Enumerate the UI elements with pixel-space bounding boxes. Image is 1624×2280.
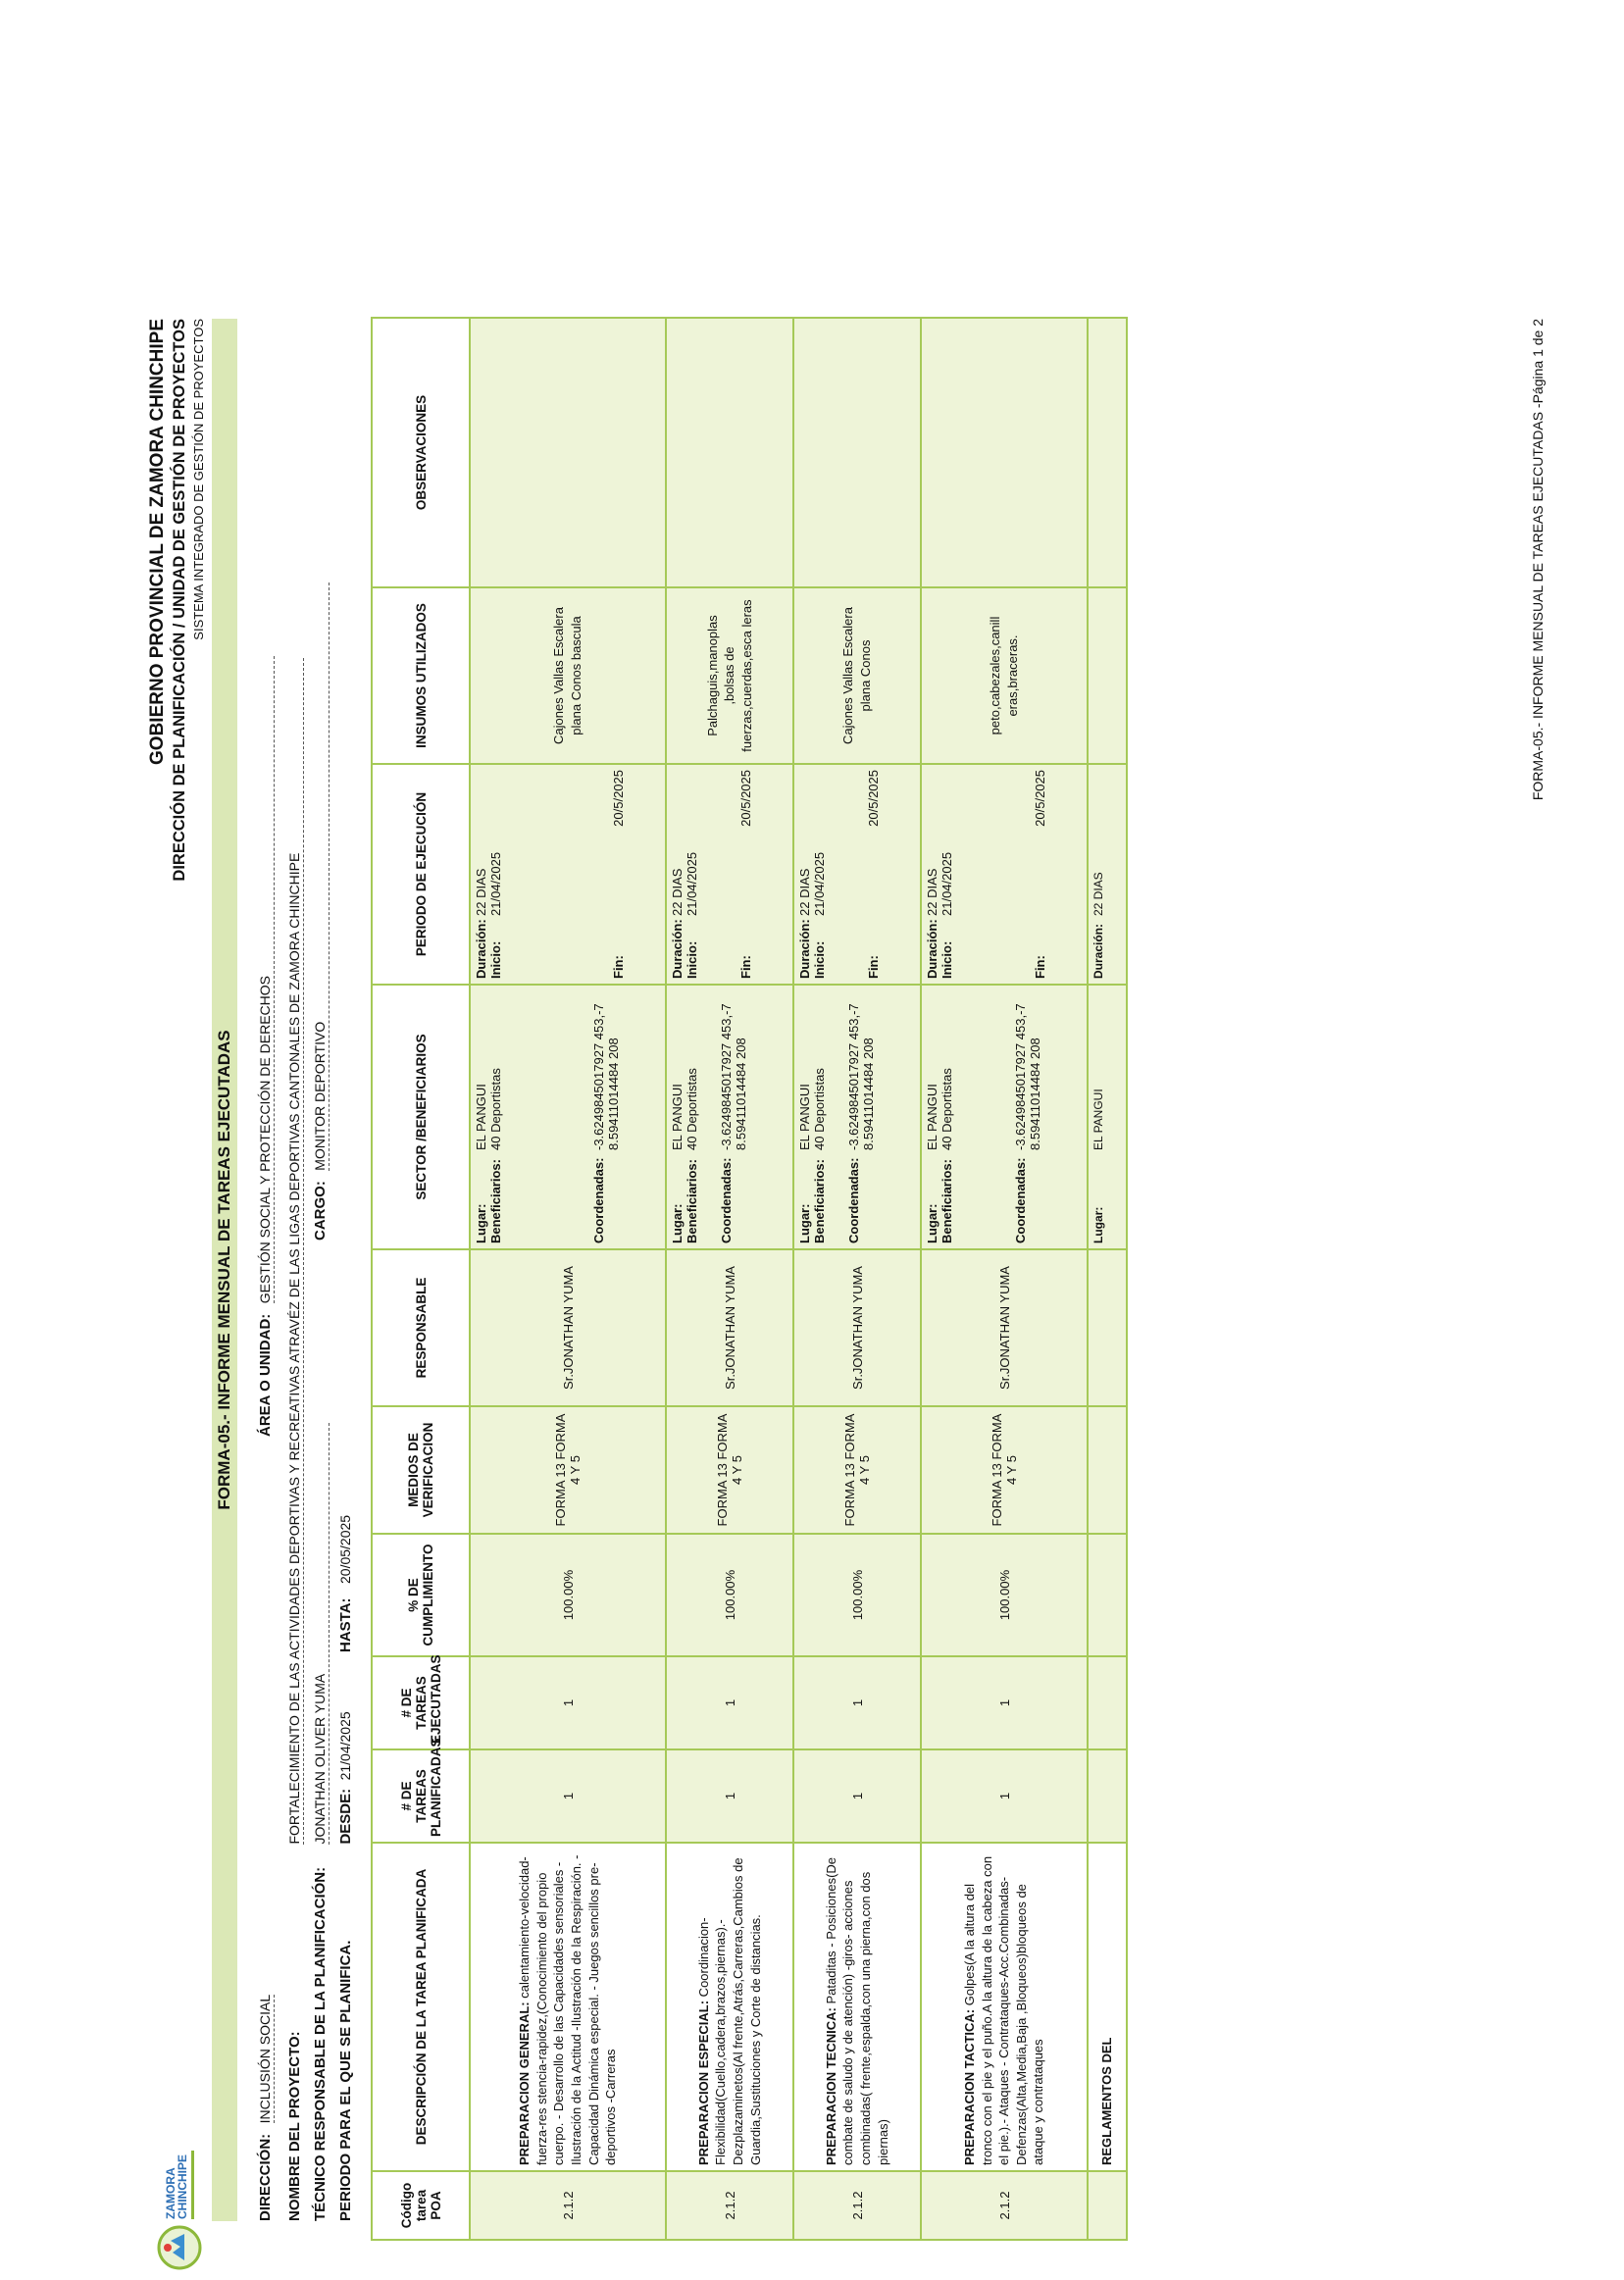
descripcion-cell (470, 1843, 666, 2171)
codigo-cell: 2.1.2 (666, 2171, 793, 2240)
responsable-cell: Sr.JONATHAN YUMA (793, 1249, 921, 1406)
medios-cell: FORMA 13 FORMA 4 Y 5 (921, 1406, 1088, 1534)
descripcion-cell (793, 1843, 921, 2171)
fin-key: Fin: (738, 955, 753, 979)
planificadas-cell: 1 (666, 1749, 793, 1843)
inicio-key: Inicio: (812, 940, 827, 979)
fin-key: Fin: (611, 955, 626, 979)
inicio-value: 21/04/2025 (939, 851, 954, 916)
codigo-cell: 2.1.2 (470, 2171, 666, 2240)
org-line-2: DIRECCIÓN DE PLANIFICACIÓN / UNIDAD DE GESTIÓN DE PROYECTOS (171, 319, 188, 882)
medios-cell: FORMA 13 FORMA 4 Y 5 (470, 1406, 666, 1534)
sector-cell (470, 985, 666, 1249)
logo-text: ZAMORA CHINCHIPE (164, 2153, 189, 2219)
table-row (470, 318, 666, 2240)
coordenadas-value: -3.6249845017927 453,-78.59411014484 208 (591, 1003, 621, 1150)
lugar-value: EL PANGUI (925, 1084, 939, 1150)
descripcion-cell (666, 1843, 793, 2171)
proyecto-field (286, 633, 304, 2221)
lugar-key: Lugar: (797, 1203, 812, 1243)
cumplimiento-cell: 100.00% (921, 1534, 1088, 1656)
observaciones-cell (921, 318, 1088, 587)
page-footer: FORMA-05.- INFORME MENSUAL DE TAREAS EJECUTADAS -Página 1 de 2 (1530, 319, 1546, 801)
header-codigo: Código tarea POA (372, 2171, 470, 2240)
header-ejecutadas: # DE TAREAS EJECUTADAS (372, 1656, 470, 1749)
cargo-field (312, 583, 330, 1241)
periodo-cell (470, 764, 666, 985)
desc-body: Coordinacion-Flexibilidad(Cuello,cadera,brazos,piernas).-Dezplazaminetos(Al frente,Atrás,Carreras,Cambios de Guardia,Sustituciones y Corte de distancias. (695, 1857, 763, 2165)
area-field (257, 656, 275, 1437)
sector-cell (793, 985, 921, 1249)
duracion-key: Duración: (1091, 923, 1105, 979)
inicio-value: 21/04/2025 (685, 851, 699, 916)
planificadas-cell: 1 (470, 1749, 666, 1843)
observaciones-cell (470, 318, 666, 587)
duracion-value: 22 DIAS (474, 868, 488, 916)
planificadas-cell: 1 (793, 1749, 921, 1843)
desc-title: REGLAMENTOS DEL (1099, 2037, 1115, 2165)
hasta-value: 20/05/2025 (337, 1514, 353, 1584)
duracion-value: 22 DIAS (925, 868, 939, 916)
periodo-label: PERIODO PARA EL QUE SE PLANIFICA. (337, 1940, 354, 2221)
tecnico-label: TÉCNICO RESPONSABLE DE LA PLANIFICACIÓN: (312, 1866, 329, 2221)
lugar-key: Lugar: (1091, 1206, 1105, 1243)
duracion-value: 22 DIAS (1091, 872, 1105, 916)
direccion-field (257, 1995, 275, 2221)
beneficiarios-key: Beneficiarios: (685, 1159, 699, 1243)
periodo-cell (666, 764, 793, 985)
beneficiarios-value: 40 Deportistas (488, 1068, 503, 1150)
insumos-cell: Cajones Vallas Escalera plana Conos bascula (470, 587, 666, 764)
org-line-1: GOBIERNO PROVINCIAL DE ZAMORA CHINCHIPE (147, 319, 168, 765)
codigo-cell: 2.1.2 (793, 2171, 921, 2240)
header-sector: SECTOR /BENEFICIARIOS (372, 985, 470, 1249)
inicio-key: Inicio: (939, 940, 954, 979)
proyecto-label: NOMBRE DEL PROYECTO: (286, 2031, 303, 2221)
header-medios: MEDIOS DE VERIFICACION (372, 1406, 470, 1534)
inicio-value: 21/04/2025 (812, 851, 827, 916)
header-observaciones: OBSERVACIONES (372, 318, 470, 587)
fin-value: 20/5/2025 (1033, 770, 1047, 827)
desc-body: calentamiento-velocidad-fuerza-res stencia-rapidez,(Conocimiento del propio cuerpo. - Desarrollo de las Capacidades sensoriales - Ilustración de la Actitud -Ilustración de la Respiración. - Capacidad Dinámica especial. - Juegos sencillos pre-deportivos -Carreras (517, 1854, 619, 2165)
duracion-value: 22 DIAS (670, 868, 685, 916)
duracion-key: Duración: (670, 919, 685, 979)
descripcion-cell (921, 1843, 1088, 2171)
cumplimiento-cell: 100.00% (470, 1534, 666, 1656)
cumplimiento-cell: 100.00% (666, 1534, 793, 1656)
proyecto-value: FORTALECIMIENTO DE LAS ACTIVIDADES DEPORTIVAS Y RECREATIVAS ATRAVÉZ DE LAS LIGAS DEPORTIVAS CANTONALES DE ZAMORA CHINCHIPE (286, 658, 304, 1845)
duracion-key: Duración: (925, 919, 939, 979)
header-responsable: RESPONSABLE (372, 1249, 470, 1406)
inicio-key: Inicio: (685, 940, 699, 979)
table-header-row (372, 318, 470, 2240)
area-label: ÁREA O UNIDAD: (257, 1313, 274, 1437)
org-header (147, 319, 206, 1299)
header-descripcion: DESCRIPCIÓN DE LA TAREA PLANIFICADA (372, 1843, 470, 2171)
lugar-value: EL PANGUI (797, 1084, 812, 1150)
lugar-key: Lugar: (925, 1203, 939, 1243)
desde-value: 21/04/2025 (337, 1711, 353, 1781)
sector-cell (921, 985, 1088, 1249)
lugar-key: Lugar: (474, 1203, 488, 1243)
gpzch-logo (157, 2151, 202, 2270)
area-value: GESTIÓN SOCIAL Y PROTECCIÓN DE DERECHOS (257, 656, 275, 1303)
header-cumplimiento: % DE CUMPLIMIENTO (372, 1534, 470, 1656)
insumos-cell: Palchaguis,manoplas ,bolsas de fuerzas,cuerdas,esca leras (666, 587, 793, 764)
org-line-3: SISTEMA INTEGRADO DE GESTIÓN DE PROYECTOS (191, 319, 206, 640)
observaciones-cell (666, 318, 793, 587)
periodo-cell (921, 764, 1088, 985)
header-insumos: INSUMOS UTILIZADOS (372, 587, 470, 764)
desde-label: DESDE: (337, 1788, 354, 1845)
lugar-value: EL PANGUI (1091, 1089, 1105, 1150)
responsable-cell: Sr.JONATHAN YUMA (666, 1249, 793, 1406)
medios-cell: FORMA 13 FORMA 4 Y 5 (666, 1406, 793, 1534)
lugar-value: EL PANGUI (670, 1084, 685, 1150)
duracion-key: Duración: (797, 919, 812, 979)
codigo-cell: 2.1.2 (921, 2171, 1088, 2240)
desc-body: Golpes(A la altura del tronco con el pie y el puño.A la altura de la cabeza con el pie.).- Ataques - Contrataques-Acc.Combinadas-Defenzas(Alta,Media,Baja ,Bloqueos)bloqueos de ataque y contrataques (962, 1855, 1046, 2165)
duracion-value: 22 DIAS (797, 868, 812, 916)
ejecutadas-cell: 1 (666, 1656, 793, 1749)
cargo-label: CARGO: (312, 1181, 329, 1241)
desc-title: PREPARACION GENERAL: (517, 2001, 533, 2165)
coordenadas-key: Coordenadas: (1013, 1157, 1028, 1243)
hasta-field (337, 1515, 355, 1652)
periodo-cell (793, 764, 921, 985)
logo-emblem-icon (157, 2225, 202, 2270)
inicio-key: Inicio: (488, 940, 503, 979)
form-title-bar (212, 319, 237, 2221)
coordenadas-value: -3.6249845017927 453,-78.59411014484 208 (719, 1003, 748, 1150)
cumplimiento-cell: 100.00% (793, 1534, 921, 1656)
direccion-value: INCLUSIÓN SOCIAL (257, 1994, 273, 2124)
table-row (793, 318, 921, 2240)
ejecutadas-cell: 1 (793, 1656, 921, 1749)
beneficiarios-value: 40 Deportistas (685, 1068, 699, 1150)
table-row (666, 318, 793, 2240)
coordenadas-key: Coordenadas: (846, 1157, 861, 1243)
lugar-value: EL PANGUI (474, 1084, 488, 1150)
tasks-table (371, 317, 1128, 2241)
fin-key: Fin: (866, 955, 881, 979)
lugar-key: Lugar: (670, 1203, 685, 1243)
periodo-field (337, 1711, 355, 2221)
planificadas-cell: 1 (921, 1749, 1088, 1843)
sector-cell (666, 985, 793, 1249)
desc-body: Pataditas - Posiciones(De combate de saludo y de atención) -giros- acciones combinadas( frente,espalda,con una pierna,con dos piernas) (823, 1856, 890, 2165)
table-row-partial (1088, 318, 1127, 2240)
hasta-label: HASTA: (337, 1597, 354, 1652)
coordenadas-key: Coordenadas: (591, 1157, 606, 1243)
fin-value: 20/5/2025 (738, 770, 753, 827)
cargo-value: MONITOR DEPORTIVO (312, 583, 330, 1171)
table-row (921, 318, 1088, 2240)
ejecutadas-cell: 1 (470, 1656, 666, 1749)
medios-cell: FORMA 13 FORMA 4 Y 5 (793, 1406, 921, 1534)
coordenadas-key: Coordenadas: (719, 1157, 734, 1243)
tecnico-value: JONATHAN OLIVER YUMA (312, 1423, 330, 1845)
periodo-cell (1088, 764, 1127, 985)
tecnico-field (312, 1423, 330, 2221)
header-periodo: PERIODO DE EJECUCIÓN (372, 764, 470, 985)
direccion-label: DIRECCIÓN: (257, 2133, 274, 2221)
beneficiarios-key: Beneficiarios: (812, 1159, 827, 1243)
beneficiarios-value: 40 Deportistas (939, 1068, 954, 1150)
beneficiarios-key: Beneficiarios: (939, 1159, 954, 1243)
fin-value: 20/5/2025 (866, 770, 881, 827)
sector-cell (1088, 985, 1127, 1249)
beneficiarios-key: Beneficiarios: (488, 1159, 503, 1243)
fin-key: Fin: (1033, 955, 1047, 979)
coordenadas-value: -3.6249845017927 453,-78.59411014484 208 (846, 1003, 876, 1150)
observaciones-cell (793, 318, 921, 587)
insumos-cell: Cajones Vallas Escalera plana Conos (793, 587, 921, 764)
beneficiarios-value: 40 Deportistas (812, 1068, 827, 1150)
inicio-value: 21/04/2025 (488, 851, 503, 916)
form-title: FORMA-05.- INFORME MENSUAL DE TAREAS EJECUTADAS (215, 1030, 233, 1510)
responsable-cell: Sr.JONATHAN YUMA (470, 1249, 666, 1406)
duracion-key: Duración: (474, 919, 488, 979)
fin-value: 20/5/2025 (611, 770, 626, 827)
responsable-cell: Sr.JONATHAN YUMA (921, 1249, 1088, 1406)
desc-title: PREPARACION TECNICA: (823, 2007, 838, 2165)
coordenadas-value: -3.6249845017927 453,-78.59411014484 208 (1013, 1003, 1042, 1150)
desc-title: PREPARACION TACTICA: (962, 2008, 978, 2165)
descripcion-cell (1088, 1843, 1127, 2171)
ejecutadas-cell: 1 (921, 1656, 1088, 1749)
insumos-cell: peto,cabezales,canill eras,braceras. (921, 587, 1088, 764)
header-planificadas: # DE TAREAS PLANIFICADAS (372, 1749, 470, 1843)
desc-title: PREPARACION ESPECIAL: (695, 2000, 711, 2165)
